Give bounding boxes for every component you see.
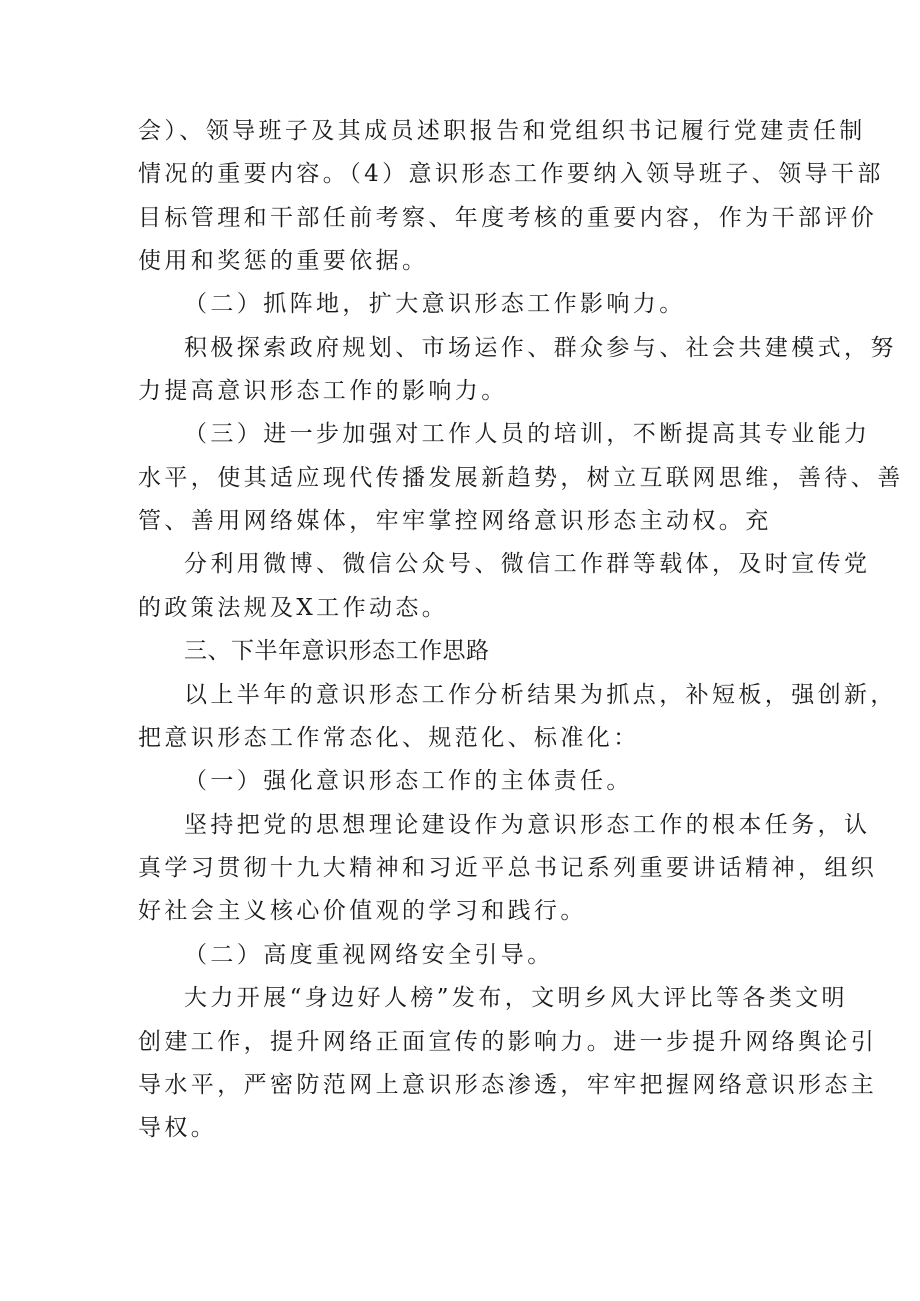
body-line: 水平，使其适应现代传播发展新趋势，树立互联网思维，善待、善 [138, 465, 904, 491]
body-line: 情况的重要内容。（4）意识形态工作要纳入领导班子、领导干部 [138, 161, 884, 187]
body-line: 以上半年的意识形态工作分析结果为抓点，补短板，强创新， [184, 682, 897, 708]
body-line: 目标管理和干部任前考察、年度考核的重要内容，作为干部评价 [138, 205, 878, 231]
body-line: 大力开展“身边好人榜”发布，文明乡风大评比等各类文明 [184, 985, 848, 1011]
section-subheading: （二）抓阵地，扩大意识形态工作影响力。 [184, 291, 686, 317]
section-heading: 三、下半年意识形态工作思路 [184, 638, 490, 664]
body-line: 把意识形态工作常态化、规范化、标准化： [138, 725, 640, 751]
body-line: 真学习贯彻十九大精神和习近平总书记系列重要讲话精神，组织 [138, 855, 878, 881]
section-subheading: （二）高度重视网络安全引导。 [184, 942, 554, 968]
body-line: 的政策法规及X工作动态。 [138, 595, 449, 621]
section-subheading: （一）强化意识形态工作的主体责任。 [184, 768, 633, 794]
body-line: 坚持把党的思想理论建设作为意识形态工作的根本任务，认 [184, 812, 871, 838]
body-line: 会）、领导班子及其成员述职报告和党组织书记履行党建责任制 [138, 118, 866, 144]
body-line: 使用和奖惩的重要依据。 [138, 248, 429, 274]
section-subheading: （三）进一步加强对工作人员的培训，不断提高其专业能力 [184, 421, 871, 447]
body-line: 分利用微博、微信公众号、微信工作群等载体，及时宣传党 [184, 551, 871, 577]
body-line: 积极探索政府规划、市场运作、群众参与、社会共建模式，努 [184, 335, 897, 361]
body-line: 管、善用网络媒体，牢牢掌控网络意识形态主动权。充 [138, 508, 772, 534]
body-line: 导权。 [138, 1115, 218, 1141]
body-line: 创建工作，提升网络正面宣传的影响力。进一步提升网络舆论引 [138, 1029, 878, 1055]
body-line: 好社会主义核心价值观的学习和践行。 [138, 898, 587, 924]
body-line: 力提高意识形态工作的影响力。 [138, 378, 508, 404]
body-line: 导水平，严密防范网上意识形态渗透，牢牢把握网络意识形态主 [138, 1072, 878, 1098]
